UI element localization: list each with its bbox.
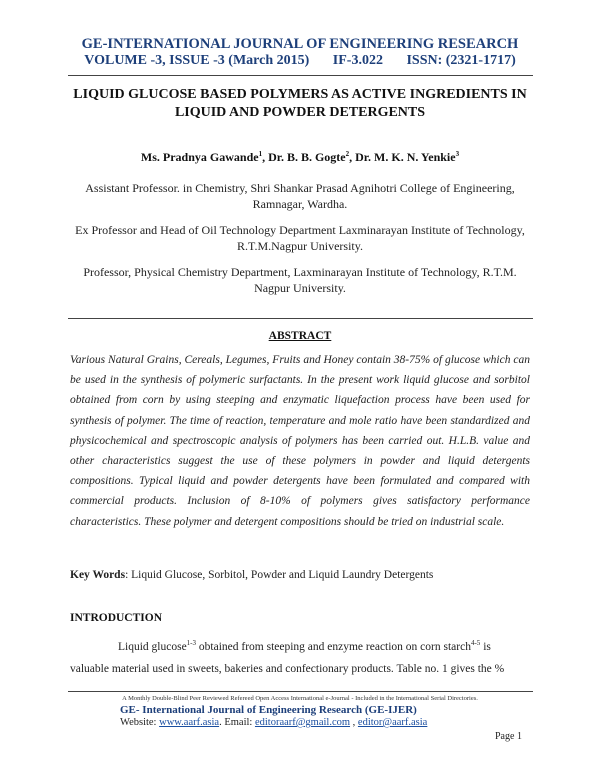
impact-factor: IF-3.022 — [332, 53, 383, 68]
footer-rule — [68, 691, 533, 692]
authors — [0, 150, 600, 165]
introduction-text — [70, 636, 530, 680]
author-1: Ms. Pradnya Gawande — [140, 150, 259, 164]
header-rule — [68, 75, 533, 76]
affiliation-2: Ex Professor and Head of Oil Technology Department Laxminarayan Institute of Technology, R.T.M.Nagpur University. — [75, 223, 525, 253]
affiliation-3: Professor, Physical Chemistry Department, Laxminarayan Institute of Technology, R.T.M. Nagpur University. — [83, 265, 517, 295]
page-number: Page 1 — [495, 731, 522, 742]
volume-issue: VOLUME -3, ISSUE -3 (March 2015) — [84, 53, 310, 68]
intro-part-1: Liquid glucose — [118, 641, 187, 653]
author-3: , Dr. M. K. N. Yenkie — [349, 150, 456, 164]
issn: ISSN: (2321-1717) — [406, 53, 516, 68]
footer-notice: A Monthly Double-Blind Peer Reviewed Refereed Open Access International e-Journal - Included in the International Serial Directories. — [122, 695, 478, 702]
keywords — [70, 569, 530, 581]
introduction-heading: INTRODUCTION — [70, 612, 163, 624]
intro-part-2: obtained from steeping and enzyme reaction on corn starch — [196, 641, 471, 653]
email-label: . Email: — [219, 717, 255, 728]
author-3-sup: 3 — [455, 150, 460, 158]
email-separator: , — [350, 717, 358, 728]
footer-journal: GE- International Journal of Engineering Research (GE-IJER) — [120, 704, 417, 716]
footer-contact — [120, 717, 427, 728]
journal-name: GE-INTERNATIONAL JOURNAL OF ENGINEERING RESEARCH — [81, 36, 519, 52]
author-1-sup: 1 — [258, 150, 263, 158]
website-link[interactable]: www.aarf.asia — [159, 717, 220, 728]
website-label: Website: — [120, 717, 160, 728]
affiliation-1: Assistant Professor. in Chemistry, Shri Shankar Prasad Agnihotri College of Engineering, Ramnagar, Wardha. — [85, 181, 515, 211]
email-link-2[interactable]: editor@aarf.asia — [357, 717, 428, 728]
intro-sup-2: 4-5 — [470, 639, 481, 648]
section-rule — [68, 318, 533, 319]
abstract-text: Various Natural Grains, Cereals, Legumes, Fruits and Honey contain 38-75% of glucose which can be used in the synthesis of polymeric surfactants. In the present work liquid glucose and sorbitol obtained from corn by using steeping and enzymatic liquefaction process have been used for synthesis of polymer. The time of reaction, temperature and mole ratio have been standardized and physicochemical and spectroscopic analysis of polymers has been carried out. H.L.B. value and other characteristics suggest the use of these polymers in powder and liquid detergents compositions. Typical liquid and powder detergents have been formulated and compared with commercial products. Inclusion of 8-10% of polymers gives satisfactory performance characteristics. These polymer and detergent compositions should be tried on industrial scale. — [70, 354, 530, 528]
author-2: , Dr. B. B. Gogte — [262, 150, 346, 164]
keywords-label: Key Words — [70, 569, 126, 581]
intro-part-3: is valuable material used in sweets, bakeries and confectionary products. Table no. 1 gives the % — [70, 641, 505, 675]
journal-meta — [0, 53, 600, 69]
paper-title: LIQUID GLUCOSE BASED POLYMERS AS ACTIVE INGREDIENTS IN LIQUID AND POWDER DETERGENTS — [73, 87, 527, 120]
intro-sup-1: 1-3 — [186, 639, 197, 648]
abstract-heading: ABSTRACT — [268, 330, 332, 342]
author-2-sup: 2 — [345, 150, 350, 158]
keywords-text: : Liquid Glucose, Sorbitol, Powder and Liquid Laundry Detergents — [125, 569, 434, 581]
email-link-1[interactable]: editoraarf@gmail.com — [254, 717, 351, 728]
